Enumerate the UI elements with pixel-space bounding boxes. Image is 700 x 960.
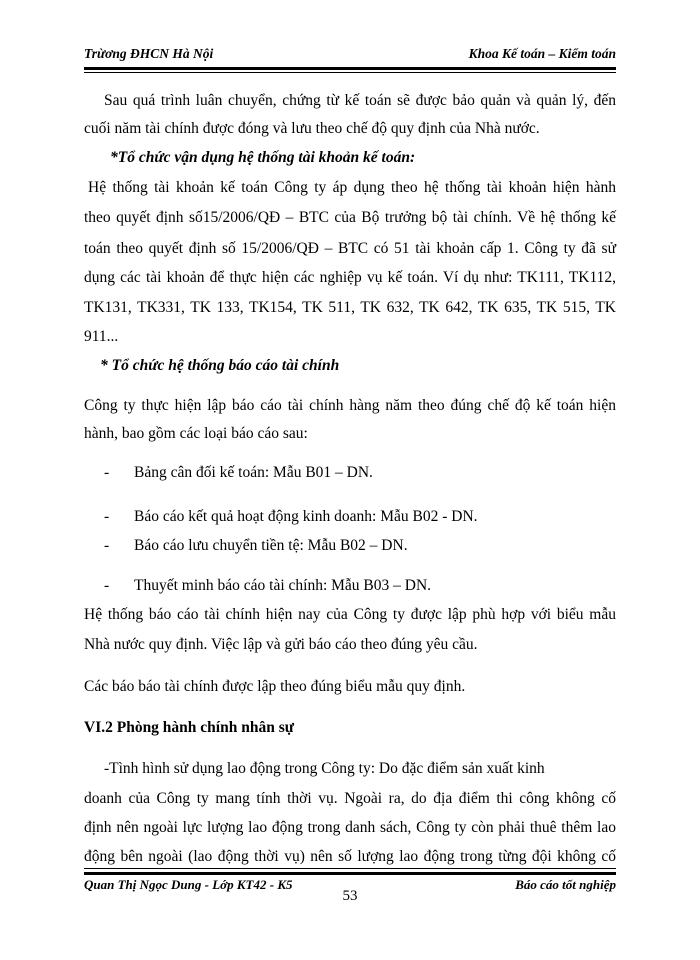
paragraph-line: theo quyết định số15/2006/QĐ – BTC của Bộ trưởng bộ tài chính. Về hệ thống kế: [84, 209, 616, 226]
paragraph-line: hành, bao gồm các loại báo cáo sau:: [84, 425, 308, 442]
paragraph-line: Hệ thống báo cáo tài chính hiện nay của Công ty được lập phù hợp với biểu mẫu: [84, 606, 616, 623]
heading-accounts: *Tổ chức vận dụng hệ thống tài khoản kế toán:: [110, 149, 416, 166]
list-item: Báo cáo kết quả hoạt động kinh doanh: Mẫu B02 - DN.: [134, 508, 478, 525]
paragraph-line: toán theo quyết định số 15/2006/QĐ – BTC có 51 tài khoản cấp 1. Công ty đã sử: [84, 240, 616, 257]
list-item: Báo cáo lưu chuyển tiền tệ: Mẫu B02 – DN.: [134, 537, 408, 554]
header-faculty: Khoa Kế toán – Kiểm toán: [468, 46, 616, 61]
list-dash: -: [104, 464, 110, 481]
header-school: Trừơng ĐHCN Hà Nội: [84, 46, 214, 61]
paragraph-line: Nhà nước quy định. Việc lập và gửi báo cáo theo đúng yêu cầu.: [84, 636, 478, 653]
paragraph-line: doanh của Công ty mang tính thời vụ. Ngoài ra, do địa điểm thi công không cố: [84, 790, 616, 807]
paragraph-line: -Tình hình sử dụng lao động trong Công ty: Do đặc điểm sản xuất kinh: [104, 760, 545, 777]
footer-rule-thin: [84, 868, 616, 869]
paragraph-line: Sau quá trình luân chuyển, chứng từ kế toán sẽ được bảo quản và quản lý, đến: [104, 92, 616, 109]
paragraph-line: động bên ngoài (lao động thời vụ) nên số lượng lao động trong từng đội không cố: [84, 848, 616, 865]
list-item: Bảng cân đối kế toán: Mẫu B01 – DN.: [134, 464, 373, 481]
list-dash: -: [104, 508, 110, 525]
heading-reports: * Tổ chức hệ thống báo cáo tài chính: [100, 357, 340, 374]
paragraph-line: 911...: [84, 328, 119, 345]
paragraph-line: TK131, TK331, TK 133, TK154, TK 511, TK 632, TK 642, TK 635, TK 515, TK: [84, 299, 616, 316]
paragraph-line: Công ty thực hiện lập báo cáo tài chính hàng năm theo đúng chế độ kế toán hiện: [84, 397, 616, 414]
footer-report: Báo cáo tốt nghiệp: [515, 877, 616, 892]
paragraph-line: Hệ thống tài khoản kế toán Công ty áp dụng theo hệ thống tài khoản hiện hành: [88, 179, 616, 196]
paragraph-line: định nên ngoài lực lượng lao động trong danh sách, Công ty còn phải thuê thêm lao: [84, 819, 616, 836]
list-dash: -: [104, 577, 110, 594]
paragraph-line: Các báo báo tài chính được lập theo đúng biểu mẫu quy định.: [84, 678, 466, 695]
page-number: 53: [342, 888, 358, 904]
list-item: Thuyết minh báo cáo tài chính: Mẫu B03 – DN.: [134, 577, 432, 594]
list-dash: -: [104, 537, 110, 554]
footer-author: Quan Thị Ngọc Dung - Lớp KT42 - K5: [84, 877, 293, 892]
paragraph-line: cuối năm tài chính được đóng và lưu theo chế độ quy định của Nhà nước.: [84, 120, 540, 137]
header-rule-thick: [84, 67, 616, 70]
header-rule-thin: [84, 72, 616, 73]
section-heading: VI.2 Phòng hành chính nhân sự: [84, 719, 295, 736]
page-header: [84, 44, 616, 66]
paragraph-line: dụng các tài khoản để thực hiện các nghiệp vụ kế toán. Ví dụ như: TK111, TK112,: [84, 269, 616, 286]
footer-rule-thick: [84, 872, 616, 875]
